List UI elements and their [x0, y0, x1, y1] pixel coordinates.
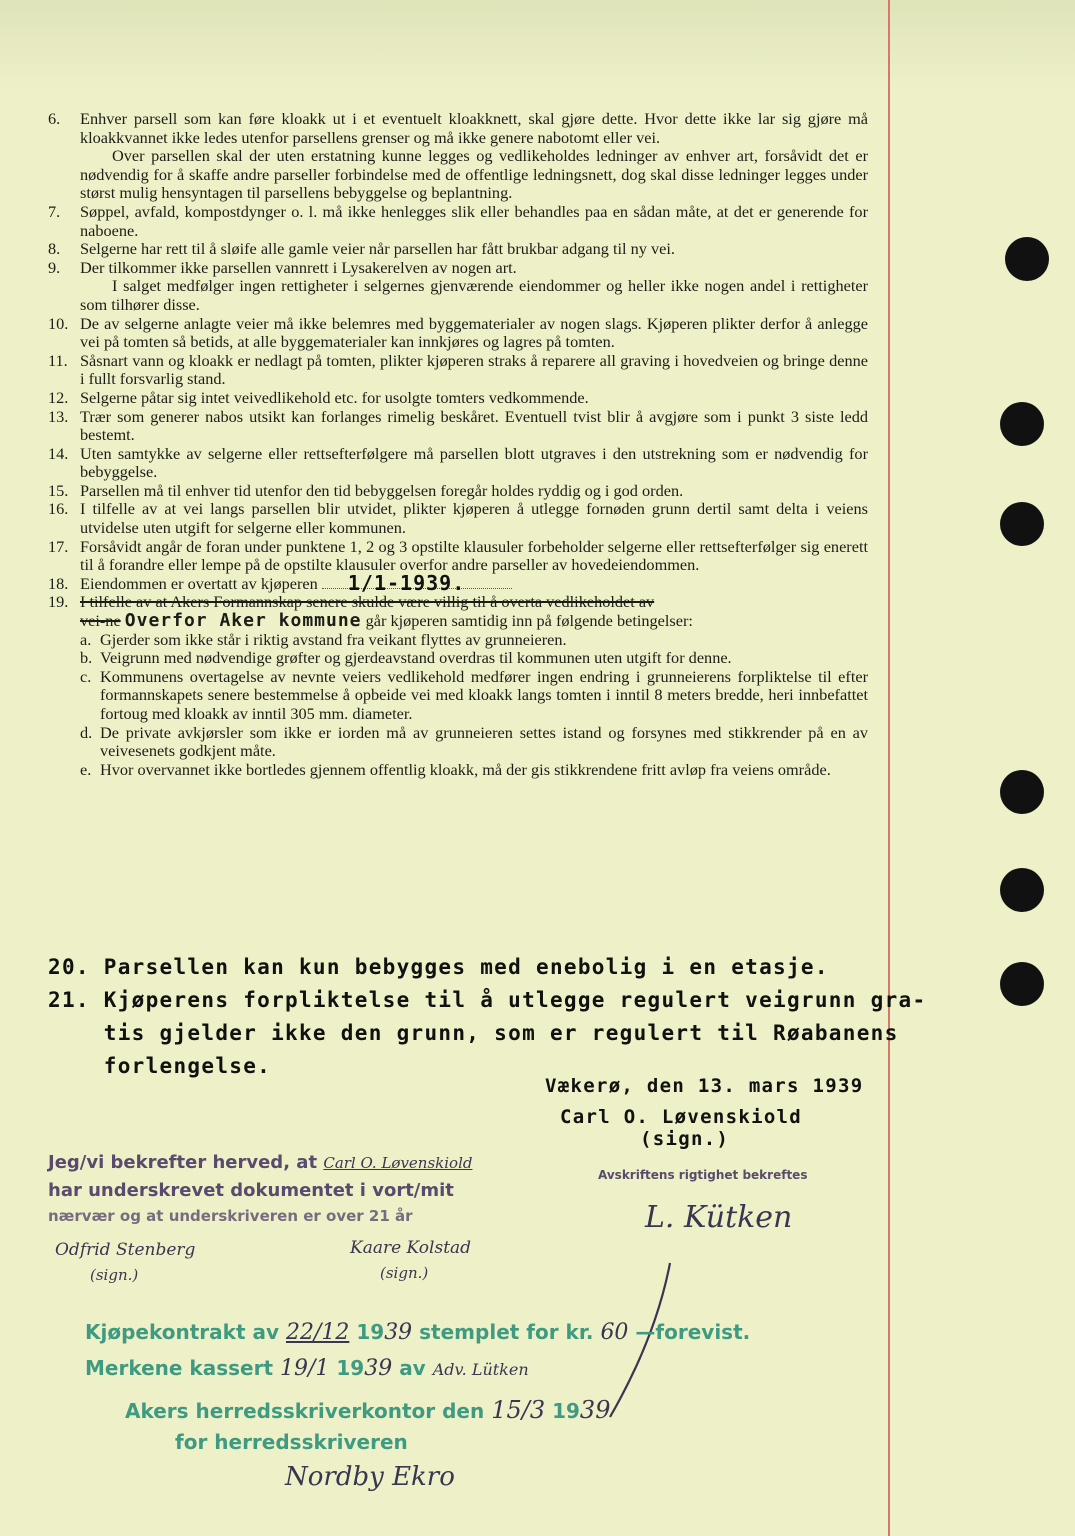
subitem-c	[48, 668, 868, 724]
clause-8	[48, 240, 868, 259]
clause-number: 14.	[48, 443, 69, 463]
clause-21-typed-line3: forlengelse.	[48, 1054, 272, 1078]
clause-21-typed-line2: tis gjelder ikke den grunn, som er regulert til Røabanens	[48, 1021, 899, 1045]
subitem-letter: d.	[80, 722, 93, 742]
subitem-text: De private avkjørsler som ikke er iorden må av grunneieren settes istand og forsynes med stikkrender på en av veivesenets godkjent måte.	[100, 722, 868, 761]
fee-stamp-year: 39	[384, 1320, 413, 1345]
fee-stamp-line2	[85, 1356, 529, 1381]
clause-number: 10.	[48, 313, 69, 333]
clause-number: 8.	[48, 239, 61, 259]
clause-20-typed: 20. Parsellen kan kun bebygges med enebolig i en etasje.	[48, 955, 829, 979]
fee-stamp-date-2: 19/1	[280, 1356, 330, 1381]
signer-name: Carl O. Løvenskiold	[560, 1106, 803, 1128]
clause-text: Uten samtykke av selgerne eller rettsefterfølgere må parsellen blott utgraves i den utstrekning som er nødvendig for bebyggelse.	[80, 443, 868, 482]
clause-14	[48, 445, 868, 482]
clause-13	[48, 408, 868, 445]
signer-sign-note: (sign.)	[640, 1128, 730, 1150]
witness-1-signature: Odfrid Stenberg	[55, 1240, 196, 1260]
clause-9	[48, 259, 868, 278]
clause-7	[48, 203, 868, 240]
date-fill-line	[322, 570, 512, 595]
clause-6	[48, 110, 868, 147]
clause-text: De av selgerne anlagte veier må ikke belemres med byggematerialer av nogen slags. Kjøperen plikter derfor å anlegge vei på tomten så betids, at alle byggematerialer kan innkjøres og lagres på tomten.	[80, 313, 868, 352]
subitem-letter: c.	[80, 666, 92, 686]
subitem-a	[48, 631, 868, 650]
clause-number: 19.	[48, 592, 69, 612]
fee-stamp-amount: 60	[600, 1320, 629, 1345]
scan-shadow	[0, 0, 1075, 90]
clause-text: Parsellen må til enhver tid utenfor den tid bebyggelsen foregår holdes ryddig og i god orden.	[80, 480, 684, 500]
punch-hole-5	[1000, 868, 1044, 912]
clause-number: 9.	[48, 257, 61, 277]
subitem-letter: e.	[80, 759, 92, 779]
clause-number: 16.	[48, 499, 69, 519]
subitem-b	[48, 649, 868, 668]
clause-15	[48, 482, 868, 501]
copy-verified-signature: L. Kütken	[645, 1200, 793, 1235]
clause-number: 15.	[48, 480, 69, 500]
fee-stamp-text: Kjøpekontrakt av	[85, 1320, 279, 1344]
clause-text: Søppel, avfald, kompostdynger o. l. må ikke henlegges slik eller behandles paa en sådan måte, at det er generende for naboene.	[80, 201, 868, 240]
clause-number: 6.	[48, 109, 61, 128]
clause-18	[48, 570, 868, 595]
typed-insert: Overfor Aker kommune	[124, 610, 362, 632]
witness-1-note: (sign.)	[90, 1266, 139, 1284]
subitem-text: Kommunens overtagelse av nevnte veiers vedlikehold medfører ingen endring i grunneierens forpliktelse til efter formannskapets senere bestemmelse å opbeide vei med kloakk langs tomten i inntil 8 meters bredde, heri innbefattet fortoug med kloakk av inntil 305 mm. diameter.	[100, 666, 868, 723]
clause-17	[48, 538, 868, 575]
struck-text: I tilfelle av at Akers Formannskap senere skulde være villig til å overta vedlikeholdet av	[80, 592, 655, 612]
witness-2-signature: Kaare Kolstad	[350, 1238, 472, 1258]
clause-number: 7.	[48, 201, 61, 221]
clause-6-continued: Over parsellen skal der uten erstatning kunne legges og vedlikeholdes ledninger av enhver art, forsåvidt det er nødvendig for å skaffe andre parseller forbindelse med de offentlige ledningsnett, dog skal disse ledninger legges under størst mulig hensyntagen til parsellens bebyggelse og beplantning.	[80, 146, 868, 203]
clause-text: Såsnart vann og kloakk er nedlagt på tomten, plikter kjøperen straks å reparere all graving i hovedveien og bringe denne i fullt forsvarlig stand.	[80, 350, 868, 389]
witness-stamp-name: Carl O. Løvenskiold	[323, 1154, 473, 1172]
clause-10	[48, 315, 868, 352]
office-stamp-year: 39	[579, 1396, 611, 1424]
clause-11	[48, 352, 868, 389]
witness-stamp-line2: har underskrevet dokumentet i vort/mit	[48, 1180, 454, 1201]
subitem-text: Hvor overvannet ikke bortledes gjennem offentlig kloakk, må der gis stikkrendene fritt avløp fra veiens område.	[100, 759, 831, 779]
clause-text: går kjøperen samtidig inn på følgende betingelser:	[365, 611, 693, 631]
office-stamp-line1	[125, 1396, 610, 1424]
subitem-text: Gjerder som ikke står i riktig avstand fra veikant flyttes av grunneieren.	[100, 629, 567, 649]
clause-text: Selgerne har rett til å sløife alle gamle veier når parsellen har fått brukbar adgang til ny vei.	[80, 239, 675, 259]
clause-text: Eiendommen er overtatt av kjøperen	[80, 573, 318, 593]
takeover-date: 1/1-1939.	[347, 570, 466, 595]
subitem-letter: b.	[80, 648, 93, 668]
punch-hole-6	[1000, 962, 1044, 1006]
clause-9-continued: I salget medfølger ingen rettigheter i selgernes gjenværende eiendommer og heller ikke nogen andel i rettigheter som tilhører disse.	[80, 276, 868, 314]
clause-text: Trær som generer nabos utsikt kan forlanges rimelig beskåret. Eventuell tvist blir å avgjøre som i punkt 3 siste ledd bestemt.	[80, 406, 868, 445]
clause-16	[48, 500, 868, 537]
punch-hole-2	[1000, 402, 1044, 446]
subitem-d	[48, 724, 868, 761]
witness-stamp-text: Jeg/vi bekrefter herved, at	[48, 1152, 318, 1173]
office-signature: Nordby Ekro	[285, 1462, 455, 1492]
witness-stamp-line1	[48, 1152, 472, 1173]
struck-word: vei-ne	[80, 611, 121, 631]
clause-19-continued	[48, 612, 868, 631]
clause-number: 13.	[48, 406, 69, 426]
clause-text: I tilfelle av at vei langs parsellen blir utvidet, plikter kjøperen å utlegge fornøden grunn dertil samt delta i veiens utvidelse uten utgift for selgerne eller kommunen.	[80, 499, 868, 538]
clause-text: Der tilkommer ikke parsellen vannrett i Lysakerelven av nogen art.	[80, 257, 517, 277]
clause-12	[48, 389, 868, 408]
punch-hole-3	[1000, 502, 1044, 546]
fee-stamp-text-5: av	[399, 1356, 426, 1380]
fee-stamp-century: 19	[356, 1320, 385, 1344]
fee-stamp-text-3: —forevist.	[635, 1320, 751, 1344]
clause-number: 11.	[48, 350, 68, 370]
copy-verified-stamp: Avskriftens rigtighet bekreftes	[598, 1168, 808, 1182]
subitem-text: Veigrunn med nødvendige grøfter og gjerdeavstand overdras til kommunen uten utgift for denne.	[100, 648, 732, 668]
fee-stamp-text-2: stemplet for kr.	[419, 1320, 594, 1344]
clause-text: Forsåvidt angår de foran under punktene 1, 2 og 3 opstilte klausuler forbeholder selgerne eller rettsefterfølger sig enerett til å forandre eller lempe på de opstilte klausuler overfor andre parseller av hovedeiendommen.	[80, 536, 868, 575]
fee-stamp-line1	[85, 1320, 750, 1345]
witness-stamp-line3: nærvær og at underskriveren er over 21 år	[48, 1207, 413, 1225]
subitem-e	[48, 761, 868, 780]
contract-clauses	[48, 110, 868, 779]
fee-stamp-century-2: 19	[336, 1356, 365, 1380]
subitem-letter: a.	[80, 629, 92, 649]
clause-text: Selgerne påtar sig intet veivedlikehold etc. for usolgte tomters vedkommende.	[80, 387, 589, 407]
office-stamp-line2: for herredsskriveren	[175, 1430, 408, 1454]
fee-stamp-signature: Adv. Lütken	[432, 1360, 529, 1379]
fee-stamp-year-2: 39	[364, 1356, 393, 1381]
punch-hole-1	[1005, 237, 1049, 281]
fee-stamp-text-4: Merkene kassert	[85, 1356, 274, 1380]
margin-rule	[888, 0, 890, 1536]
clause-number: 12.	[48, 387, 69, 407]
clause-number: 18.	[48, 573, 69, 593]
fee-stamp-date: 22/12	[285, 1320, 350, 1345]
clause-text: Enhver parsell som kan føre kloakk ut i et eventuelt kloakknett, skal gjøre dette. Hvor dette ikke lar sig gjøre må kloakkvannet ikke ledes utenfor parsellens grenser og må ikke genere nabotomt eller vei.	[80, 109, 868, 147]
clause-number: 17.	[48, 536, 69, 556]
witness-2-note: (sign.)	[380, 1264, 429, 1282]
office-stamp-century: 19	[552, 1399, 580, 1423]
place-date: Vækerø, den 13. mars 1939	[545, 1075, 864, 1097]
office-stamp-date: 15/3	[491, 1396, 546, 1424]
clause-21-typed-line1: 21. Kjøperens forpliktelse til å utlegge regulert veigrunn gra-	[48, 988, 927, 1012]
office-stamp-text: Akers herredsskriverkontor den	[125, 1399, 485, 1423]
punch-hole-4	[1000, 770, 1044, 814]
